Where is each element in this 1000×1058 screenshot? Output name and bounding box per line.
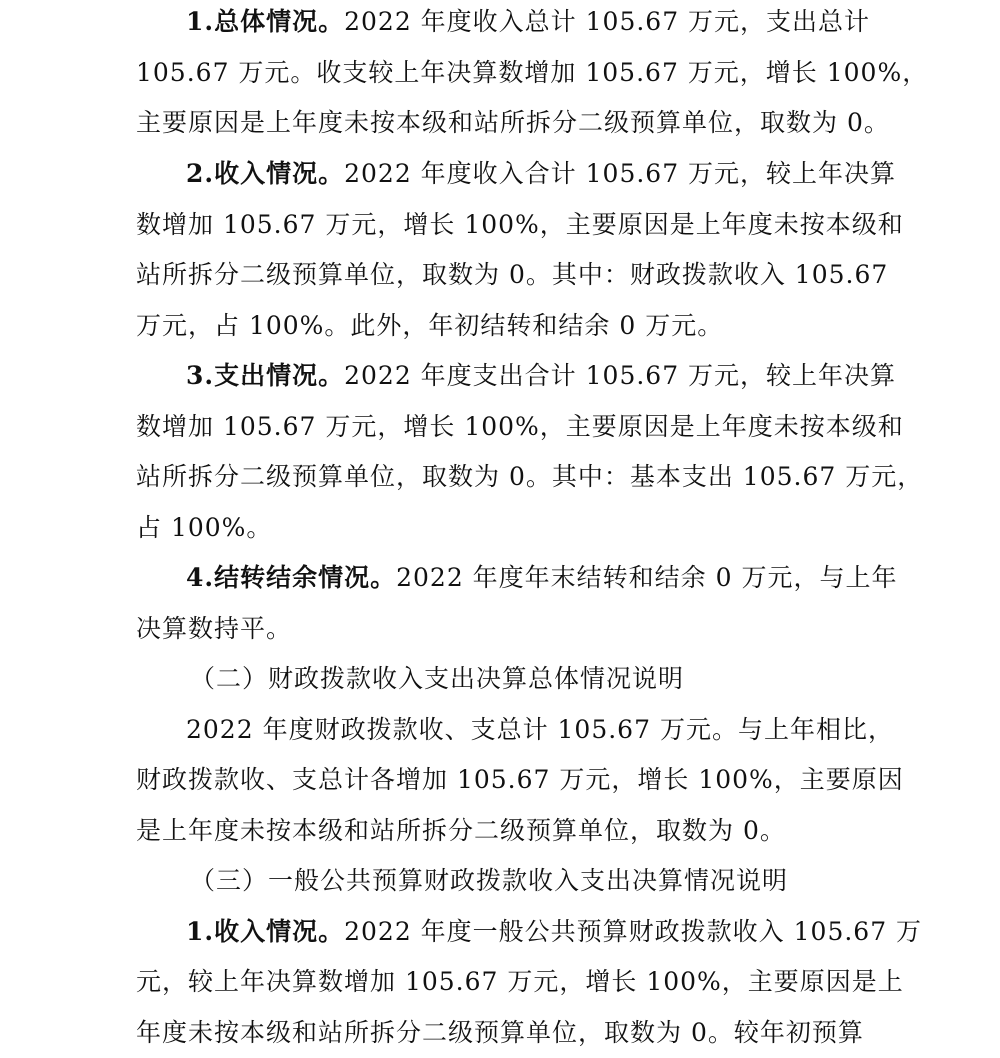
paragraph-overall-line-3: 主要原因是上年度未按本级和站所拆分二级预算单位，取数为 0。 [136,108,890,137]
overall-text-1: 2022 年度收入总计 105.67 万元，支出总计 [344,7,871,36]
paragraph-expense-line-4: 占 100%。 [136,513,273,542]
paragraph-general-income-line-2: 元，较上年决算数增加 105.67 万元，增长 100%，主要原因是上 [136,967,904,996]
paragraph-general-income-line-3: 年度未按本级和站所拆分二级预算单位，取数为 0。较年初预算 [136,1018,864,1047]
paragraph-income-line-1 [186,149,1000,199]
paragraph-expense-line-1 [186,351,1000,401]
section-heading-fiscal-total: （二）财政拨款收入支出决算总体情况说明 [190,664,685,693]
paragraph-income-line-3: 站所拆分二级预算单位，取数为 0。其中：财政拨款收入 105.67 [136,260,889,289]
paragraph-overall-line-2: 105.67 万元。收支较上年决算数增加 105.67 万元，增长 100%， [136,58,929,87]
section-heading-general-budget: （三）一般公共预算财政拨款收入支出决算情况说明 [190,866,789,895]
general-income-heading: 1.收入情况。 [186,917,345,946]
paragraph-fiscal-total-line-1: 2022 年度财政拨款收、支总计 105.67 万元。与上年相比， [186,715,894,744]
paragraph-expense-line-2: 数增加 105.67 万元，增长 100%，主要原因是上年度未按本级和 [136,412,904,441]
income-text-1: 2022 年度收入合计 105.67 万元，较上年决算 [344,159,897,188]
overall-heading: 1.总体情况。 [186,7,345,36]
carryover-heading: 4.结转结余情况。 [186,563,397,592]
paragraph-fiscal-total-line-2: 财政拨款收、支总计各增加 105.67 万元，增长 100%，主要原因 [136,765,904,794]
expense-heading: 3.支出情况。 [186,361,345,390]
paragraph-overall-line-1 [186,0,1000,47]
paragraph-carryover-line-2: 决算数持平。 [136,614,293,643]
general-income-text-1: 2022 年度一般公共预算财政拨款收入 105.67 万 [344,917,923,946]
paragraph-expense-line-3: 站所拆分二级预算单位，取数为 0。其中：基本支出 105.67 万元， [136,462,924,491]
expense-text-1: 2022 年度支出合计 105.67 万元，较上年决算 [344,361,897,390]
carryover-text-1: 2022 年度年末结转和结余 0 万元，与上年 [396,563,898,592]
paragraph-income-line-2: 数增加 105.67 万元，增长 100%，主要原因是上年度未按本级和 [136,210,904,239]
paragraph-general-income-line-1 [186,907,1000,957]
paragraph-carryover-line-1 [186,553,1000,603]
paragraph-income-line-4: 万元，占 100%。此外，年初结转和结余 0 万元。 [136,311,724,340]
income-heading: 2.收入情况。 [186,159,345,188]
paragraph-fiscal-total-line-3: 是上年度未按本级和站所拆分二级预算单位，取数为 0。 [136,816,786,845]
